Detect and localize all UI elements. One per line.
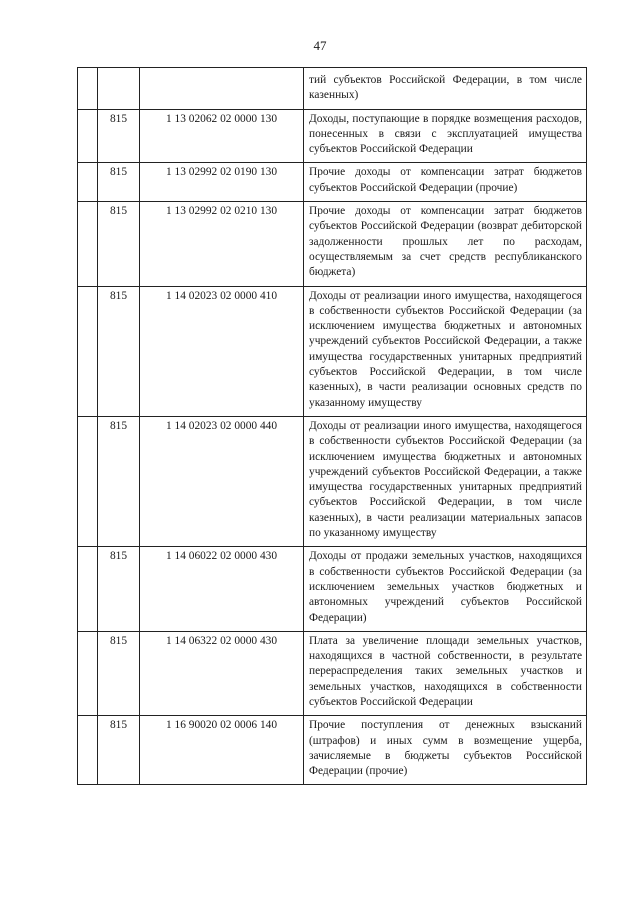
blank-cell xyxy=(78,202,98,286)
budget-code-cell: 1 16 90020 02 0006 140 xyxy=(140,716,304,785)
budget-code-cell: 1 13 02062 02 0000 130 xyxy=(140,109,304,163)
table-row xyxy=(78,631,587,715)
revenue-name-cell: Доходы, поступающие в порядке возмещения расходов, понесенных в связи с эксплуатацией имущества субъектов Российской Федерации xyxy=(304,109,587,163)
table-row xyxy=(78,109,587,163)
table-row xyxy=(78,416,587,546)
admin-code-cell: 815 xyxy=(98,547,140,631)
admin-code-cell: 815 xyxy=(98,416,140,546)
budget-code-cell: 1 14 02023 02 0000 410 xyxy=(140,286,304,416)
table-row xyxy=(78,202,587,286)
revenue-name-cell: Доходы от продажи земельных участков, находящихся в собственности субъектов Российской Федерации (за исключением земельных участков бюджетных и автономных учреждений субъектов Российской Федерации) xyxy=(304,547,587,631)
table-row xyxy=(78,163,587,202)
blank-cell xyxy=(78,109,98,163)
table-row xyxy=(78,716,587,785)
blank-cell xyxy=(78,416,98,546)
blank-cell xyxy=(78,716,98,785)
revenue-name-cell: Доходы от реализации иного имущества, находящегося в собственности субъектов Российской Федерации (за исключением имущества бюджетных и автономных учреждений субъектов Российской Федерации, а также имущества государственных унитарных предприятий субъектов Российской Федерации, в том числе казенных), в части реализации основных средств по указанному имуществу xyxy=(304,286,587,416)
blank-cell xyxy=(78,547,98,631)
admin-code-cell: 815 xyxy=(98,163,140,202)
revenue-name-cell: Прочие доходы от компенсации затрат бюджетов субъектов Российской Федерации (возврат дебиторской задолженности прошлых лет по расходам, осуществляемым за счет средств республиканского бюджета) xyxy=(304,202,587,286)
budget-code-cell: 1 13 02992 02 0210 130 xyxy=(140,202,304,286)
budget-code-cell xyxy=(140,68,304,110)
page-number: 47 xyxy=(313,38,327,53)
budget-code-cell: 1 13 02992 02 0190 130 xyxy=(140,163,304,202)
admin-code-cell xyxy=(98,68,140,110)
revenue-name-cell: Плата за увеличение площади земельных участков, находящихся в частной собственности, в результате перераспределения таких земельных участков и земельных участков, находящихся в собственности субъектов Российской Федерации xyxy=(304,631,587,715)
table-row xyxy=(78,286,587,416)
revenue-name-cell: Прочие поступления от денежных взысканий (штрафов) и иных сумм в возмещение ущерба, зачисляемые в бюджеты субъектов Российской Федерации (прочие) xyxy=(304,716,587,785)
blank-cell xyxy=(78,163,98,202)
budget-code-cell: 1 14 06322 02 0000 430 xyxy=(140,631,304,715)
table-row xyxy=(78,68,587,110)
revenue-name-cell: Доходы от реализации иного имущества, находящегося в собственности субъектов Российской Федерации (за исключением имущества бюджетных и автономных учреждений субъектов Российской Федерации, а также имущества государственных унитарных предприятий субъектов Российской Федерации, в том числе казенных), в части реализации материальных запасов по указанному имуществу xyxy=(304,416,587,546)
budget-code-cell: 1 14 06022 02 0000 430 xyxy=(140,547,304,631)
budget-code-cell: 1 14 02023 02 0000 440 xyxy=(140,416,304,546)
revenue-name-cell: Прочие доходы от компенсации затрат бюджетов субъектов Российской Федерации (прочие) xyxy=(304,163,587,202)
admin-code-cell: 815 xyxy=(98,716,140,785)
revenue-codes-table xyxy=(77,67,587,785)
admin-code-cell: 815 xyxy=(98,631,140,715)
blank-cell xyxy=(78,286,98,416)
admin-code-cell: 815 xyxy=(98,109,140,163)
blank-cell xyxy=(78,68,98,110)
table-row xyxy=(78,547,587,631)
admin-code-cell: 815 xyxy=(98,202,140,286)
blank-cell xyxy=(78,631,98,715)
revenue-name-cell: тий субъектов Российской Федерации, в том числе казенных) xyxy=(304,68,587,110)
admin-code-cell: 815 xyxy=(98,286,140,416)
